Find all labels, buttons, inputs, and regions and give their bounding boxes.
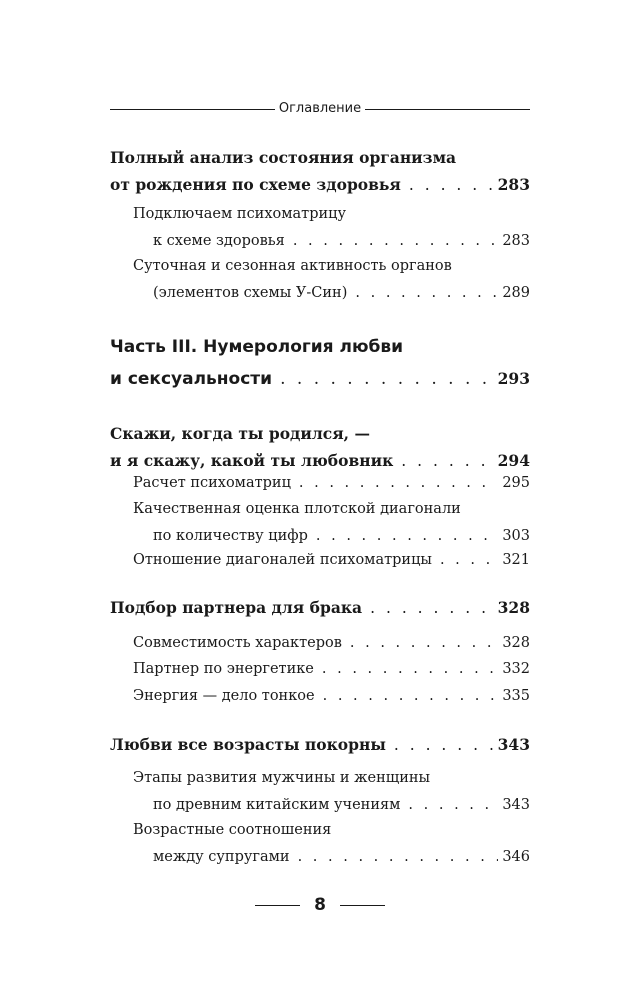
page-number: 294	[497, 451, 530, 470]
page-number: 295	[502, 475, 530, 491]
header-rule-right	[365, 109, 530, 110]
dot-leader	[280, 363, 494, 395]
page-number: 346	[502, 849, 530, 865]
entry-title-line: Суточная и сезонная активность органов	[133, 258, 452, 274]
dot-leader	[298, 844, 499, 871]
dot-leader	[370, 595, 494, 622]
toc-entry-chapter[interactable]	[110, 594, 530, 622]
dot-leader	[293, 228, 499, 255]
dot-leader	[323, 683, 499, 710]
entry-title-line: по древним китайским учениям	[153, 797, 401, 813]
entry-title-line: Возрастные соотношения	[133, 822, 332, 838]
entry-title-line: Любви все возрасты покорны	[110, 735, 386, 754]
toc-entry-section[interactable]	[133, 656, 530, 683]
dot-leader	[316, 523, 498, 550]
entry-title-line: по количеству цифр	[153, 528, 308, 544]
header-title: Оглавление	[278, 101, 362, 116]
page-number: 283	[497, 175, 530, 194]
page-number: 343	[502, 797, 530, 813]
entry-title-line: Полный анализ состояния организма	[110, 148, 457, 167]
entry-title-line: и я скажу, какой ты любовник	[110, 451, 394, 470]
entry-title-line: Партнер по энергетике	[133, 661, 314, 677]
entry-title-line: (элементов схемы У-Син)	[153, 285, 348, 301]
toc-entry-section[interactable]	[133, 630, 530, 657]
toc-entry-section[interactable]	[133, 470, 530, 497]
entry-title-line: Подбор партнера для брака	[110, 598, 363, 617]
dot-leader	[350, 630, 498, 657]
entry-title-line: Скажи, когда ты родился, —	[110, 424, 370, 443]
page-number: 328	[502, 635, 530, 651]
entry-title-line: Отношение диагоналей психоматрицы	[133, 552, 432, 568]
toc-entry-section[interactable]	[133, 817, 530, 871]
entry-title-line: и сексуальности	[110, 369, 273, 389]
page-number: 283	[502, 233, 530, 249]
toc-entry-chapter[interactable]	[110, 144, 530, 199]
entry-title-line: от рождения по схеме здоровья	[110, 175, 401, 194]
toc-entry-section[interactable]	[133, 547, 530, 574]
running-header	[110, 98, 530, 120]
folio-page-number: 8	[314, 895, 326, 915]
page-number: 328	[497, 598, 530, 617]
dot-leader	[322, 656, 498, 683]
page-number: 321	[502, 552, 530, 568]
page-number: 289	[502, 285, 530, 301]
dot-leader	[355, 280, 498, 307]
entry-title-line: Энергия — дело тонкое	[133, 688, 315, 704]
dot-leader	[409, 172, 494, 199]
page-number: 293	[497, 369, 530, 388]
toc-entry-section[interactable]	[133, 683, 530, 710]
toc-entry-section[interactable]	[133, 496, 530, 550]
dot-leader	[394, 732, 494, 759]
toc-entry-chapter[interactable]	[110, 731, 530, 759]
entry-title-line: Качественная оценка плотской диагонали	[133, 501, 461, 517]
dot-leader	[299, 470, 498, 497]
entry-title-line: Расчет психоматриц	[133, 475, 291, 491]
page-number: 332	[502, 661, 530, 677]
entry-title-line: Подключаем психоматрицу	[133, 206, 347, 222]
page-number: 335	[502, 688, 530, 704]
toc-entry-part[interactable]	[110, 331, 530, 395]
page-footer	[255, 892, 385, 918]
dot-leader	[408, 792, 498, 819]
toc-entry-section[interactable]	[133, 765, 530, 819]
entry-title-line: между супругами	[153, 849, 290, 865]
page-number: 343	[497, 735, 530, 754]
dot-leader	[440, 547, 498, 574]
entry-title-line: Часть III. Нумерология любви	[110, 337, 404, 357]
toc-entry-section[interactable]	[133, 201, 530, 255]
toc-entry-chapter[interactable]	[110, 420, 530, 475]
entry-title-line: к схеме здоровья	[153, 233, 285, 249]
entry-title-line: Совместимость характеров	[133, 635, 342, 651]
entry-title-line: Этапы развития мужчины и женщины	[133, 770, 431, 786]
toc-entry-section[interactable]	[133, 253, 530, 307]
footer-rule-right	[340, 905, 385, 906]
page-number: 303	[502, 528, 530, 544]
